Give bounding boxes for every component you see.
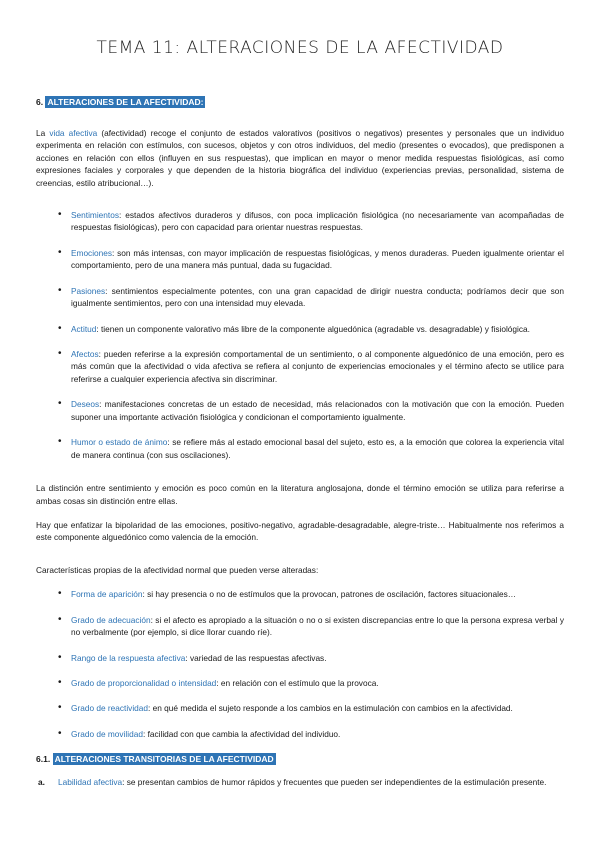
list-item	[71, 209, 564, 234]
caracteristica-text: : variedad de las respuestas afectivas.	[185, 652, 327, 663]
definition-text: : estados afectivos duraderos y difusos, con poca implicación fisiológica (no necesariamente van acompañadas de respuestas fisiológicas), pero con capacidad para orientar nuestras respuestas.	[71, 209, 564, 233]
item-marker: a.	[38, 777, 45, 788]
paragraph-bipolaridad: Hay que enfatizar la bipolaridad de las emociones, positivo-negativo, agradable-desagradable, alegre-triste… Habitualmente nos referimos a este componente alguedónico como valencia de la emoción.	[36, 519, 564, 543]
caracteristica-term: Forma de aparición	[71, 589, 143, 600]
intro-term: vida afectiva	[49, 127, 98, 138]
section-number: 6.	[36, 97, 44, 107]
caracteristica-text: : facilidad con que cambia la afectividad del individuo.	[142, 728, 341, 739]
list-item	[71, 677, 564, 689]
list-item	[71, 348, 564, 385]
definition-text: : tienen un componente valorativo más libre de la componente alguedónica (agradable vs. desagradable) y fisiológica.	[96, 323, 530, 334]
caracteristica-term: Grado de movilidad	[71, 728, 143, 739]
definition-text: : manifestaciones concretas de un estado de necesidad, más relacionados con la motivación que con la emoción. Pueden suponer una importante activación fisiológica y condicionan el comportamiento igualmente.	[71, 399, 564, 422]
definition-term: Afectos	[71, 349, 99, 359]
page-title: TEMA 11: ALTERACIONES DE LA AFECTIVIDAD	[96, 38, 504, 58]
subsection-title: ALTERACIONES TRANSITORIAS DE LA AFECTIVIDAD	[54, 754, 274, 765]
list-item	[71, 702, 564, 714]
definition-term: Actitud	[71, 323, 97, 334]
item-text: : se presentan cambios de humor rápidos y frecuentes que pueden ser independientes de la estimulación presente.	[122, 777, 547, 788]
caracteristica-text: : en qué medida el sujeto responde a los cambios en la estimulación con cambios en la afectividad.	[148, 703, 513, 714]
intro-pre: La	[36, 127, 50, 138]
definition-text: : se refiere más al estado emocional basal del sujeto, esto es, a la emoción que colorea la experiencia vital de manera continua (con sus oscilaciones).	[71, 437, 565, 460]
caracteristicas-list	[36, 588, 564, 740]
labilidad-paragraph	[58, 776, 564, 788]
list-item	[71, 323, 564, 335]
definition-term: Pasiones	[71, 285, 106, 296]
definition-text: : pueden referirse a la expresión comportamental de un sentimiento, o al componente alguedónico de una emoción, pero es más común que la afectividad o vida afectiva se refiera al conjunto de experiencias emocionales y el término afecto se utilice para referirse a cualquier experiencia afectiva sin discriminar.	[71, 349, 564, 384]
caracteristica-term: Grado de proporcionalidad o intensidad	[71, 678, 217, 688]
caracteristica-term: Rango de la respuesta afectiva	[71, 652, 186, 663]
definition-term: Humor o estado de ánimo	[71, 437, 168, 448]
list-item	[36, 776, 564, 788]
caracteristica-text: : si hay presencia o no de estímulos que la provocan, patrones de oscilación, factores situacionales…	[142, 589, 517, 600]
list-item	[71, 728, 564, 740]
paragraph-distincion: La distinción entre sentimiento y emoción es poco común en la literatura anglosajona, donde el término emoción se utiliza para referirse a ambas cosas sin distinción entre ellas.	[36, 483, 564, 506]
subsection-number: 6.1.	[36, 754, 51, 765]
list-item	[71, 285, 564, 310]
caracteristica-text: : si el afecto es apropiado a la situación o no o si existen discrepancias entre lo que la persona expresa verbal y no verbalmente (por ejemplo, si dice llorar cuando ríe).	[71, 614, 564, 638]
item-term: Labilidad afectiva	[58, 777, 123, 788]
caracteristicas-intro: Características propias de la afectividad normal que pueden verse alteradas:	[36, 564, 319, 575]
definition-term: Deseos	[71, 399, 100, 410]
definition-term: Emociones	[71, 247, 113, 258]
list-item	[71, 588, 564, 600]
definitions-list	[36, 209, 564, 461]
intro-paragraph	[36, 127, 564, 189]
list-item	[71, 652, 564, 664]
list-item	[71, 247, 564, 272]
list-item	[71, 436, 564, 461]
list-item	[71, 614, 564, 639]
document-body	[36, 96, 564, 801]
caracteristica-term: Grado de adecuación	[71, 614, 151, 625]
caracteristica-text: : en relación con el estímulo que la provoca.	[216, 678, 379, 688]
list-item	[71, 398, 564, 423]
definition-text: : sentimientos especialmente potentes, con una gran capacidad de dirigir nuestra conducta; podríamos decir que son igualmente sentimientos, pero con una intensidad muy elevada.	[71, 285, 564, 309]
intro-text: (afectividad) recoge el conjunto de estados valorativos (positivos o negativos) presentes y personales que un individuo experimenta en relación con estímulos, con sucesos, objetos y con otros individuos, del medio (presentes o evocados), que predisponen a acciones en relación con ellos (influyen en sus respuestas), que implican en mayor o menor medida respuestas fisiológicas, así como expresiones faciales y corporales y que dependen de la historia biográfica del individuo (experiencias previas, personalidad, sistema de creencias, estilo atribucional…).	[36, 127, 564, 188]
section-heading	[36, 96, 564, 109]
section-title: ALTERACIONES DE LA AFECTIVIDAD:	[47, 97, 204, 107]
definition-term: Sentimientos	[71, 209, 119, 220]
caracteristica-term: Grado de reactividad	[71, 703, 149, 714]
definition-text: : son más intensas, con mayor implicación de respuestas fisiológicas, y menos duraderas. Pueden igualmente orientar el comportamiento, pero de una manera más puntual, dada su fugacidad.	[71, 247, 564, 271]
subsection-heading	[36, 753, 564, 766]
